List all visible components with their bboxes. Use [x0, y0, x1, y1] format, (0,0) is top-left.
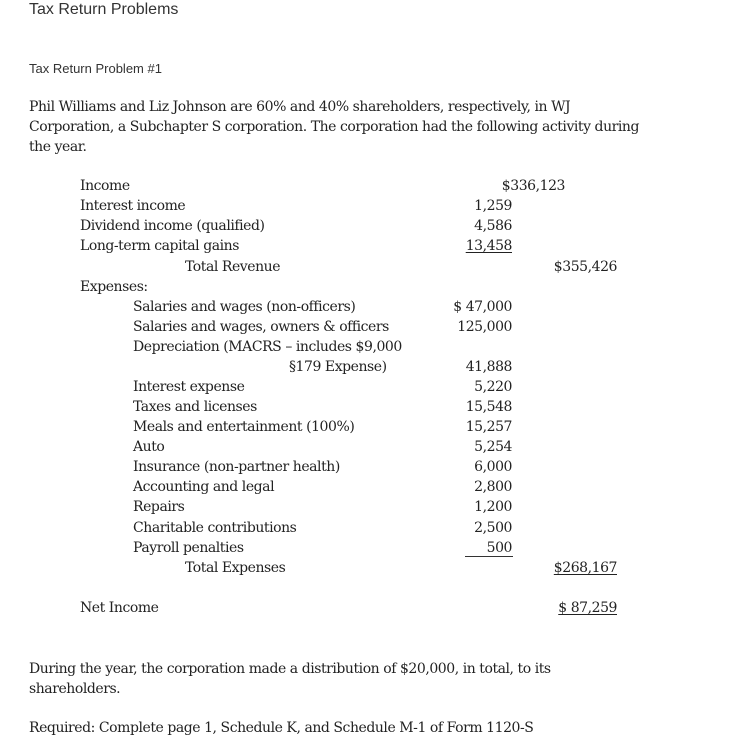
- dividend-income-label: Dividend income (qualified): [80, 218, 265, 234]
- expense-amount: 125,000: [457, 319, 512, 335]
- expense-label: Insurance (non-partner health): [133, 459, 340, 475]
- problem-heading: Tax Return Problem #1: [29, 61, 162, 76]
- capital-gains-label: Long-term capital gains: [80, 238, 239, 254]
- expense-label: Auto: [133, 439, 165, 455]
- distribution-paragraph: During the year, the corporation made a distribution of $20,000, in total, to its shareholders.: [29, 661, 551, 697]
- expense-amount: 1,200: [474, 499, 512, 515]
- total-revenue-amount: $355,426: [553, 259, 617, 275]
- expense-amount: 41,888: [465, 359, 512, 375]
- expense-label: Taxes and licenses: [133, 399, 257, 415]
- income-amount: $336,123: [501, 178, 565, 194]
- expense-label: Salaries and wages (non-officers): [133, 299, 356, 315]
- expense-amount: 5,254: [474, 439, 512, 455]
- expense-amount: 5,220: [474, 379, 512, 395]
- expense-label: Accounting and legal: [133, 479, 275, 495]
- dividend-income-amount: 4,586: [474, 218, 512, 234]
- document-title: Tax Return Problems: [29, 1, 179, 18]
- expenses-heading: Expenses:: [80, 279, 148, 295]
- net-income-label: Net Income: [80, 600, 159, 616]
- expense-label: Payroll penalties: [133, 540, 244, 556]
- expense-label: Meals and entertainment (100%): [133, 419, 355, 435]
- interest-income-label: Interest income: [80, 198, 186, 214]
- expense-amount: $ 47,000: [453, 299, 512, 315]
- expense-amount: 15,257: [465, 419, 512, 435]
- expense-amount: 6,000: [474, 459, 512, 475]
- expense-amount: 15,548: [465, 399, 512, 415]
- expense-amount: 500: [486, 540, 512, 556]
- interest-income-amount: 1,259: [474, 198, 512, 214]
- capital-gains-amount: 13,458: [465, 238, 512, 254]
- total-expenses-amount: $268,167: [553, 560, 617, 576]
- expense-label: Depreciation (MACRS – includes $9,000: [133, 339, 402, 355]
- intro-paragraph: Phil Williams and Liz Johnson are 60% and 40% shareholders, respectively, in WJ Corporation, a Subchapter S corporation. The corporation had the following activity during the year.: [29, 99, 639, 155]
- required-instruction: Required: Complete page 1, Schedule K, and Schedule M-1 of Form 1120-S: [29, 720, 534, 736]
- expense-label: §179 Expense): [289, 359, 387, 375]
- income-label: Income: [80, 178, 130, 194]
- expense-label: Repairs: [133, 499, 185, 515]
- expense-amount: 2,800: [474, 479, 512, 495]
- expense-amount: 2,500: [474, 520, 512, 536]
- subtotal-rule: [465, 556, 513, 557]
- expense-label: Salaries and wages, owners & officers: [133, 319, 389, 335]
- expense-label: Charitable contributions: [133, 520, 297, 536]
- total-revenue-label: Total Revenue: [185, 259, 281, 275]
- total-expenses-label: Total Expenses: [185, 560, 286, 576]
- net-income-amount: $ 87,259: [558, 600, 617, 616]
- expense-label: Interest expense: [133, 379, 245, 395]
